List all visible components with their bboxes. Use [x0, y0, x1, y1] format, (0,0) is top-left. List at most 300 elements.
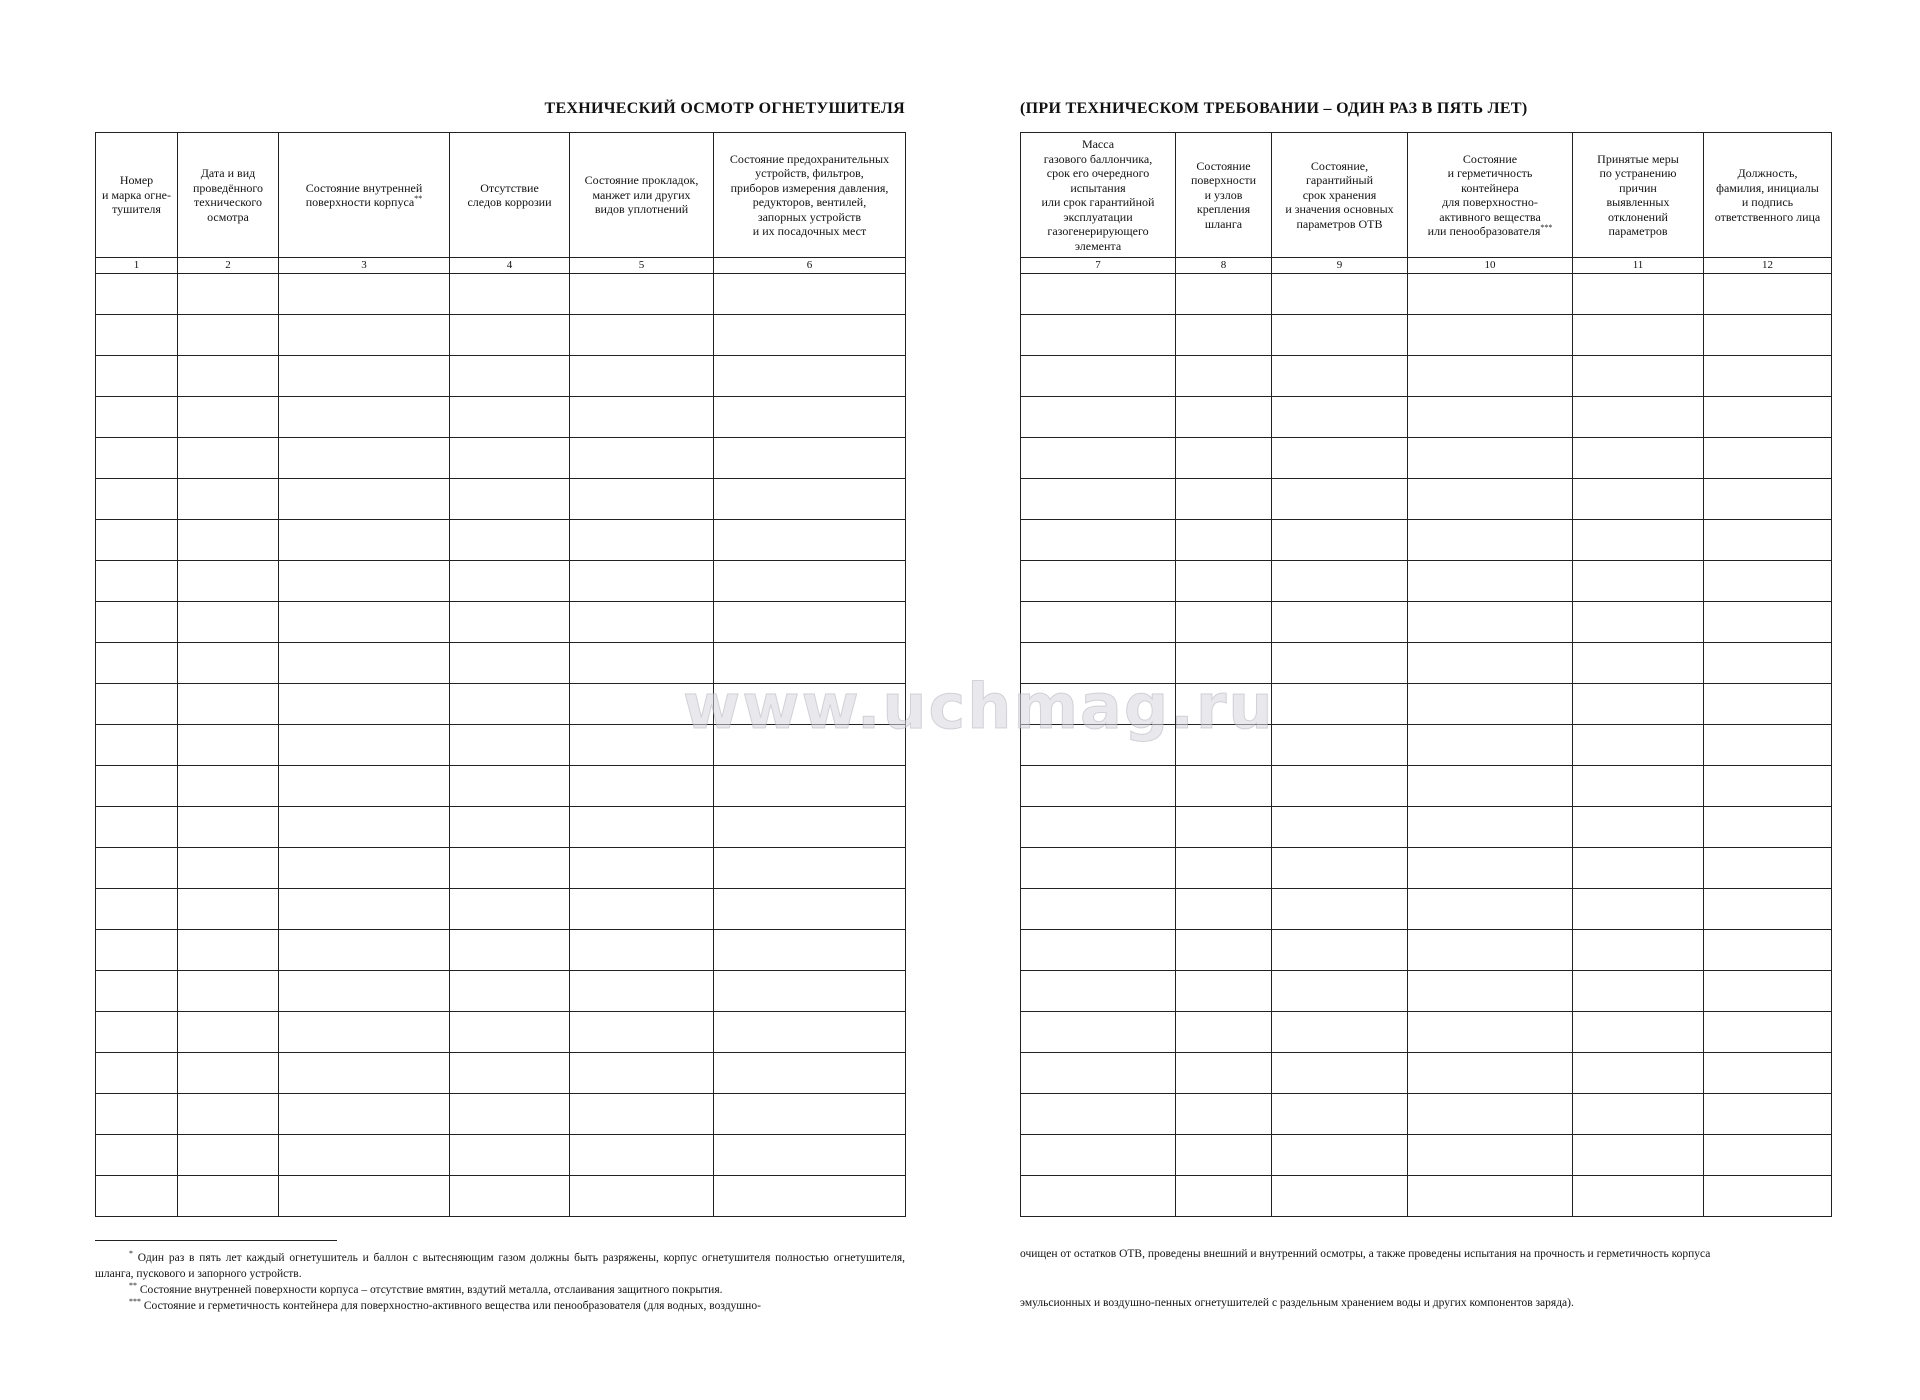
- entry-cell[interactable]: [178, 1053, 279, 1094]
- entry-cell[interactable]: [178, 315, 279, 356]
- entry-cell[interactable]: [279, 889, 450, 930]
- entry-cell[interactable]: [1573, 1176, 1704, 1217]
- entry-cell[interactable]: [450, 643, 570, 684]
- entry-cell[interactable]: [450, 356, 570, 397]
- entry-cell[interactable]: [279, 643, 450, 684]
- column-number: 10: [1408, 258, 1573, 274]
- entry-cell[interactable]: [714, 602, 906, 643]
- entry-cell[interactable]: [279, 1012, 450, 1053]
- entry-cell[interactable]: [96, 356, 178, 397]
- entry-cell[interactable]: [1573, 356, 1704, 397]
- entry-cell[interactable]: [1272, 438, 1408, 479]
- entry-cell[interactable]: [178, 684, 279, 725]
- entry-cell[interactable]: [570, 397, 714, 438]
- entry-cell[interactable]: [1272, 520, 1408, 561]
- entry-cell[interactable]: [279, 971, 450, 1012]
- entry-cell[interactable]: [1021, 438, 1176, 479]
- entry-cell[interactable]: [1272, 807, 1408, 848]
- entry-cell[interactable]: [1021, 397, 1176, 438]
- entry-cell[interactable]: [1021, 766, 1176, 807]
- entry-cell[interactable]: [714, 766, 906, 807]
- entry-cell[interactable]: [1573, 479, 1704, 520]
- entry-cell[interactable]: [714, 1012, 906, 1053]
- entry-cell[interactable]: [1704, 438, 1832, 479]
- entry-cell[interactable]: [1408, 889, 1573, 930]
- entry-cell[interactable]: [1573, 971, 1704, 1012]
- entry-cell[interactable]: [1408, 807, 1573, 848]
- entry-cell[interactable]: [279, 561, 450, 602]
- entry-cell[interactable]: [1272, 1012, 1408, 1053]
- entry-cell[interactable]: [279, 1176, 450, 1217]
- entry-cell[interactable]: [450, 971, 570, 1012]
- entry-cell[interactable]: [570, 1012, 714, 1053]
- entry-cell[interactable]: [96, 438, 178, 479]
- entry-cell[interactable]: [178, 889, 279, 930]
- column-header-corrosion: Отсутствие следов коррозии: [450, 133, 570, 258]
- entry-cell[interactable]: [1704, 1135, 1832, 1176]
- entry-cell[interactable]: [1021, 1135, 1176, 1176]
- entry-cell[interactable]: [570, 1053, 714, 1094]
- entry-cell[interactable]: [1021, 356, 1176, 397]
- entry-cell[interactable]: [96, 1176, 178, 1217]
- entry-cell[interactable]: [279, 602, 450, 643]
- entry-cell[interactable]: [450, 479, 570, 520]
- entry-cell[interactable]: [714, 356, 906, 397]
- entry-cell[interactable]: [279, 520, 450, 561]
- entry-cell[interactable]: [178, 1135, 279, 1176]
- entry-cell[interactable]: [178, 602, 279, 643]
- entry-cell[interactable]: [178, 479, 279, 520]
- entry-cell[interactable]: [1176, 520, 1272, 561]
- entry-cell[interactable]: [1573, 848, 1704, 889]
- entry-cell[interactable]: [1408, 1135, 1573, 1176]
- entry-cell[interactable]: [96, 520, 178, 561]
- entry-cell[interactable]: [96, 397, 178, 438]
- table-row: [96, 397, 906, 438]
- entry-cell[interactable]: [279, 356, 450, 397]
- entry-cell[interactable]: [450, 602, 570, 643]
- entry-cell[interactable]: [1573, 602, 1704, 643]
- entry-cell[interactable]: [1573, 684, 1704, 725]
- entry-cell[interactable]: [178, 520, 279, 561]
- entry-cell[interactable]: [1704, 1176, 1832, 1217]
- entry-cell[interactable]: [1573, 1012, 1704, 1053]
- entry-cell[interactable]: [1021, 889, 1176, 930]
- entry-cell[interactable]: [279, 1094, 450, 1135]
- entry-cell[interactable]: [96, 1094, 178, 1135]
- entry-cell[interactable]: [1021, 848, 1176, 889]
- entry-cell[interactable]: [1176, 848, 1272, 889]
- table-row: [96, 684, 906, 725]
- entry-cell[interactable]: [714, 807, 906, 848]
- entry-cell[interactable]: [1704, 684, 1832, 725]
- entry-cell[interactable]: [1408, 848, 1573, 889]
- entry-cell[interactable]: [96, 889, 178, 930]
- entry-cell[interactable]: [279, 315, 450, 356]
- entry-cell[interactable]: [96, 684, 178, 725]
- entry-cell[interactable]: [178, 356, 279, 397]
- entry-cell[interactable]: [450, 848, 570, 889]
- entry-cell[interactable]: [1272, 1053, 1408, 1094]
- entry-cell[interactable]: [1408, 971, 1573, 1012]
- entry-cell[interactable]: [1573, 889, 1704, 930]
- entry-cell[interactable]: [1704, 725, 1832, 766]
- entry-cell[interactable]: [1573, 807, 1704, 848]
- entry-cell[interactable]: [1704, 807, 1832, 848]
- entry-cell[interactable]: [279, 479, 450, 520]
- entry-cell[interactable]: [1408, 274, 1573, 315]
- entry-cell[interactable]: [1704, 561, 1832, 602]
- entry-cell[interactable]: [1021, 643, 1176, 684]
- column-number: 9: [1272, 258, 1408, 274]
- entry-cell[interactable]: [1408, 520, 1573, 561]
- entry-cell[interactable]: [1272, 315, 1408, 356]
- entry-cell[interactable]: [1176, 1135, 1272, 1176]
- entry-cell[interactable]: [450, 930, 570, 971]
- entry-cell[interactable]: [714, 1053, 906, 1094]
- entry-cell[interactable]: [570, 684, 714, 725]
- entry-cell[interactable]: [450, 561, 570, 602]
- table-row: [1021, 274, 1832, 315]
- entry-cell[interactable]: [1573, 561, 1704, 602]
- entry-cell[interactable]: [1021, 479, 1176, 520]
- entry-cell[interactable]: [178, 1012, 279, 1053]
- entry-cell[interactable]: [1704, 274, 1832, 315]
- entry-cell[interactable]: [570, 520, 714, 561]
- column-header-responsible: Должность, фамилия, инициалы и подпись ответственного лица: [1704, 133, 1832, 258]
- entry-cell[interactable]: [1176, 889, 1272, 930]
- entry-cell[interactable]: [279, 1053, 450, 1094]
- entry-cell[interactable]: [1176, 315, 1272, 356]
- entry-cell[interactable]: [570, 807, 714, 848]
- table-row: [1021, 643, 1832, 684]
- entry-cell[interactable]: [1573, 315, 1704, 356]
- entry-cell[interactable]: [714, 479, 906, 520]
- entry-cell[interactable]: [1272, 397, 1408, 438]
- entry-cell[interactable]: [1573, 1053, 1704, 1094]
- entry-cell[interactable]: [1408, 1053, 1573, 1094]
- entry-cell[interactable]: [1408, 1094, 1573, 1135]
- entry-cell[interactable]: [1573, 725, 1704, 766]
- entry-cell[interactable]: [1272, 561, 1408, 602]
- entry-cell[interactable]: [450, 1176, 570, 1217]
- entry-cell[interactable]: [714, 684, 906, 725]
- entry-cell[interactable]: [1176, 930, 1272, 971]
- entry-cell[interactable]: [1176, 561, 1272, 602]
- entry-cell[interactable]: [1272, 766, 1408, 807]
- entry-cell[interactable]: [450, 274, 570, 315]
- entry-cell[interactable]: [714, 848, 906, 889]
- entry-cell[interactable]: [1408, 684, 1573, 725]
- entry-cell[interactable]: [450, 725, 570, 766]
- entry-cell[interactable]: [714, 725, 906, 766]
- entry-cell[interactable]: [1408, 561, 1573, 602]
- entry-cell[interactable]: [1021, 807, 1176, 848]
- entry-cell[interactable]: [570, 889, 714, 930]
- entry-cell[interactable]: [1272, 356, 1408, 397]
- entry-cell[interactable]: [279, 684, 450, 725]
- entry-cell[interactable]: [1573, 766, 1704, 807]
- entry-cell[interactable]: [96, 602, 178, 643]
- table-row: [1021, 602, 1832, 643]
- inspection-table-right: [1020, 132, 1832, 1217]
- entry-cell[interactable]: [178, 848, 279, 889]
- entry-cell[interactable]: [1704, 479, 1832, 520]
- entry-cell[interactable]: [1021, 315, 1176, 356]
- entry-cell[interactable]: [450, 1094, 570, 1135]
- entry-cell[interactable]: [450, 889, 570, 930]
- entry-cell[interactable]: [1272, 643, 1408, 684]
- entry-cell[interactable]: [1408, 356, 1573, 397]
- entry-cell[interactable]: [1176, 479, 1272, 520]
- entry-cell[interactable]: [570, 725, 714, 766]
- column-number: 6: [714, 258, 906, 274]
- entry-cell[interactable]: [178, 807, 279, 848]
- entry-cell[interactable]: [1021, 1094, 1176, 1135]
- entry-cell[interactable]: [279, 766, 450, 807]
- table-row: [96, 971, 906, 1012]
- entry-cell[interactable]: [178, 1094, 279, 1135]
- entry-cell[interactable]: [1704, 971, 1832, 1012]
- entry-cell[interactable]: [1176, 766, 1272, 807]
- entry-cell[interactable]: [570, 356, 714, 397]
- entry-cell[interactable]: [570, 971, 714, 1012]
- entry-cell[interactable]: [570, 479, 714, 520]
- entry-cell[interactable]: [178, 274, 279, 315]
- entry-cell[interactable]: [714, 643, 906, 684]
- column-number: 2: [178, 258, 279, 274]
- entry-cell[interactable]: [1176, 684, 1272, 725]
- entry-cell[interactable]: [1176, 807, 1272, 848]
- entry-cell[interactable]: [1272, 971, 1408, 1012]
- entry-cell[interactable]: [1573, 520, 1704, 561]
- entry-cell[interactable]: [96, 315, 178, 356]
- entry-cell[interactable]: [1176, 438, 1272, 479]
- entry-cell[interactable]: [1021, 725, 1176, 766]
- entry-cell[interactable]: [1272, 889, 1408, 930]
- entry-cell[interactable]: [450, 766, 570, 807]
- entry-cell[interactable]: [1408, 1012, 1573, 1053]
- entry-cell[interactable]: [1573, 1135, 1704, 1176]
- entry-cell[interactable]: [1176, 971, 1272, 1012]
- entry-cell[interactable]: [1573, 274, 1704, 315]
- entry-cell[interactable]: [1704, 1012, 1832, 1053]
- entry-cell[interactable]: [1704, 356, 1832, 397]
- entry-cell[interactable]: [1176, 397, 1272, 438]
- entry-cell[interactable]: [178, 1176, 279, 1217]
- entry-cell[interactable]: [1021, 520, 1176, 561]
- entry-cell[interactable]: [1021, 1012, 1176, 1053]
- entry-cell[interactable]: [1408, 1176, 1573, 1217]
- entry-cell[interactable]: [178, 766, 279, 807]
- entry-cell[interactable]: [1573, 930, 1704, 971]
- entry-cell[interactable]: [178, 643, 279, 684]
- entry-cell[interactable]: [1272, 930, 1408, 971]
- entry-cell[interactable]: [1704, 848, 1832, 889]
- entry-cell[interactable]: [1408, 315, 1573, 356]
- table-row: [1021, 848, 1832, 889]
- entry-cell[interactable]: [570, 848, 714, 889]
- entry-cell[interactable]: [178, 561, 279, 602]
- entry-cell[interactable]: [1704, 397, 1832, 438]
- entry-cell[interactable]: [1408, 930, 1573, 971]
- entry-cell[interactable]: [570, 315, 714, 356]
- entry-cell[interactable]: [1021, 971, 1176, 1012]
- entry-cell[interactable]: [714, 561, 906, 602]
- entry-cell[interactable]: [714, 520, 906, 561]
- entry-cell[interactable]: [1272, 848, 1408, 889]
- entry-cell[interactable]: [1573, 643, 1704, 684]
- entry-cell[interactable]: [96, 1053, 178, 1094]
- entry-cell[interactable]: [1272, 1176, 1408, 1217]
- entry-cell[interactable]: [279, 397, 450, 438]
- entry-cell[interactable]: [1272, 274, 1408, 315]
- entry-cell[interactable]: [178, 438, 279, 479]
- entry-cell[interactable]: [279, 438, 450, 479]
- entry-cell[interactable]: [1408, 766, 1573, 807]
- entry-cell[interactable]: [1704, 602, 1832, 643]
- entry-cell[interactable]: [1573, 397, 1704, 438]
- entry-cell[interactable]: [714, 889, 906, 930]
- entry-cell[interactable]: [1021, 1176, 1176, 1217]
- table-row: [1021, 889, 1832, 930]
- entry-cell[interactable]: [570, 1094, 714, 1135]
- entry-cell[interactable]: [1272, 602, 1408, 643]
- entry-cell[interactable]: [96, 807, 178, 848]
- entry-cell[interactable]: [1704, 520, 1832, 561]
- column-header-date: Дата и вид проведённого технического осмотра: [178, 133, 279, 258]
- entry-cell[interactable]: [1021, 602, 1176, 643]
- entry-cell[interactable]: [279, 1135, 450, 1176]
- entry-cell[interactable]: [714, 397, 906, 438]
- entry-cell[interactable]: [279, 807, 450, 848]
- entry-cell[interactable]: [714, 315, 906, 356]
- entry-cell[interactable]: [96, 848, 178, 889]
- entry-cell[interactable]: [570, 602, 714, 643]
- entry-cell[interactable]: [1021, 561, 1176, 602]
- entry-cell[interactable]: [96, 479, 178, 520]
- entry-cell[interactable]: [1176, 1053, 1272, 1094]
- entry-cell[interactable]: [570, 1176, 714, 1217]
- entry-cell[interactable]: [279, 725, 450, 766]
- entry-cell[interactable]: [1021, 930, 1176, 971]
- entry-cell[interactable]: [1704, 766, 1832, 807]
- entry-cell[interactable]: [96, 1012, 178, 1053]
- entry-cell[interactable]: [1176, 643, 1272, 684]
- table-row: [1021, 1094, 1832, 1135]
- entry-cell[interactable]: [96, 274, 178, 315]
- entry-cell[interactable]: [1176, 725, 1272, 766]
- entry-cell[interactable]: [1573, 1094, 1704, 1135]
- entry-cell[interactable]: [570, 930, 714, 971]
- entry-cell[interactable]: [178, 397, 279, 438]
- entry-cell[interactable]: [1704, 315, 1832, 356]
- entry-cell[interactable]: [1176, 1176, 1272, 1217]
- entry-cell[interactable]: [1176, 602, 1272, 643]
- table-row: [1021, 561, 1832, 602]
- entry-cell[interactable]: [450, 315, 570, 356]
- entry-cell[interactable]: [1272, 1094, 1408, 1135]
- entry-cell[interactable]: [1573, 438, 1704, 479]
- table-row: [96, 479, 906, 520]
- entry-cell[interactable]: [714, 438, 906, 479]
- entry-cell[interactable]: [714, 930, 906, 971]
- entry-cell[interactable]: [1272, 1135, 1408, 1176]
- entry-cell[interactable]: [714, 1135, 906, 1176]
- entry-cell[interactable]: [279, 848, 450, 889]
- entry-cell[interactable]: [96, 561, 178, 602]
- entry-cell[interactable]: [1408, 397, 1573, 438]
- entry-cell[interactable]: [96, 725, 178, 766]
- entry-cell[interactable]: [1408, 479, 1573, 520]
- table-row: [1021, 725, 1832, 766]
- entry-cell[interactable]: [450, 520, 570, 561]
- entry-cell[interactable]: [714, 971, 906, 1012]
- column-header-seals: Состояние прокладок, манжет или других видов уплотнений: [570, 133, 714, 258]
- entry-cell[interactable]: [279, 274, 450, 315]
- entry-cell[interactable]: [450, 1135, 570, 1176]
- entry-cell[interactable]: [1408, 438, 1573, 479]
- entry-cell[interactable]: [1176, 274, 1272, 315]
- entry-cell[interactable]: [1176, 1094, 1272, 1135]
- entry-cell[interactable]: [96, 1135, 178, 1176]
- entry-cell[interactable]: [178, 930, 279, 971]
- entry-cell[interactable]: [714, 1176, 906, 1217]
- entry-cell[interactable]: [570, 766, 714, 807]
- entry-cell[interactable]: [570, 643, 714, 684]
- entry-cell[interactable]: [1176, 356, 1272, 397]
- entry-cell[interactable]: [96, 971, 178, 1012]
- entry-cell[interactable]: [1408, 602, 1573, 643]
- entry-cell[interactable]: [570, 1135, 714, 1176]
- entry-cell[interactable]: [450, 1053, 570, 1094]
- entry-cell[interactable]: [96, 930, 178, 971]
- entry-cell[interactable]: [178, 971, 279, 1012]
- entry-cell[interactable]: [570, 561, 714, 602]
- entry-cell[interactable]: [1272, 479, 1408, 520]
- entry-cell[interactable]: [178, 725, 279, 766]
- entry-cell[interactable]: [1704, 1094, 1832, 1135]
- entry-cell[interactable]: [1704, 889, 1832, 930]
- entry-cell[interactable]: [1021, 1053, 1176, 1094]
- entry-cell[interactable]: [1704, 930, 1832, 971]
- table-row: [96, 274, 906, 315]
- table-row: [1021, 766, 1832, 807]
- entry-cell[interactable]: [450, 438, 570, 479]
- entry-cell[interactable]: [450, 807, 570, 848]
- entry-cell[interactable]: [1176, 1012, 1272, 1053]
- entry-cell[interactable]: [1021, 684, 1176, 725]
- entry-cell[interactable]: [1408, 725, 1573, 766]
- entry-cell[interactable]: [450, 684, 570, 725]
- entry-cell[interactable]: [1408, 643, 1573, 684]
- entry-cell[interactable]: [714, 1094, 906, 1135]
- entry-cell[interactable]: [450, 397, 570, 438]
- entry-cell[interactable]: [714, 274, 906, 315]
- entry-cell[interactable]: [1272, 684, 1408, 725]
- entry-cell[interactable]: [279, 930, 450, 971]
- entry-cell[interactable]: [1704, 643, 1832, 684]
- entry-cell[interactable]: [96, 643, 178, 684]
- entry-cell[interactable]: [1704, 1053, 1832, 1094]
- entry-cell[interactable]: [450, 1012, 570, 1053]
- entry-cell[interactable]: [1021, 274, 1176, 315]
- entry-cell[interactable]: [570, 438, 714, 479]
- entry-cell[interactable]: [570, 274, 714, 315]
- entry-cell[interactable]: [96, 766, 178, 807]
- footnote-divider: [95, 1240, 337, 1241]
- entry-cell[interactable]: [1272, 725, 1408, 766]
